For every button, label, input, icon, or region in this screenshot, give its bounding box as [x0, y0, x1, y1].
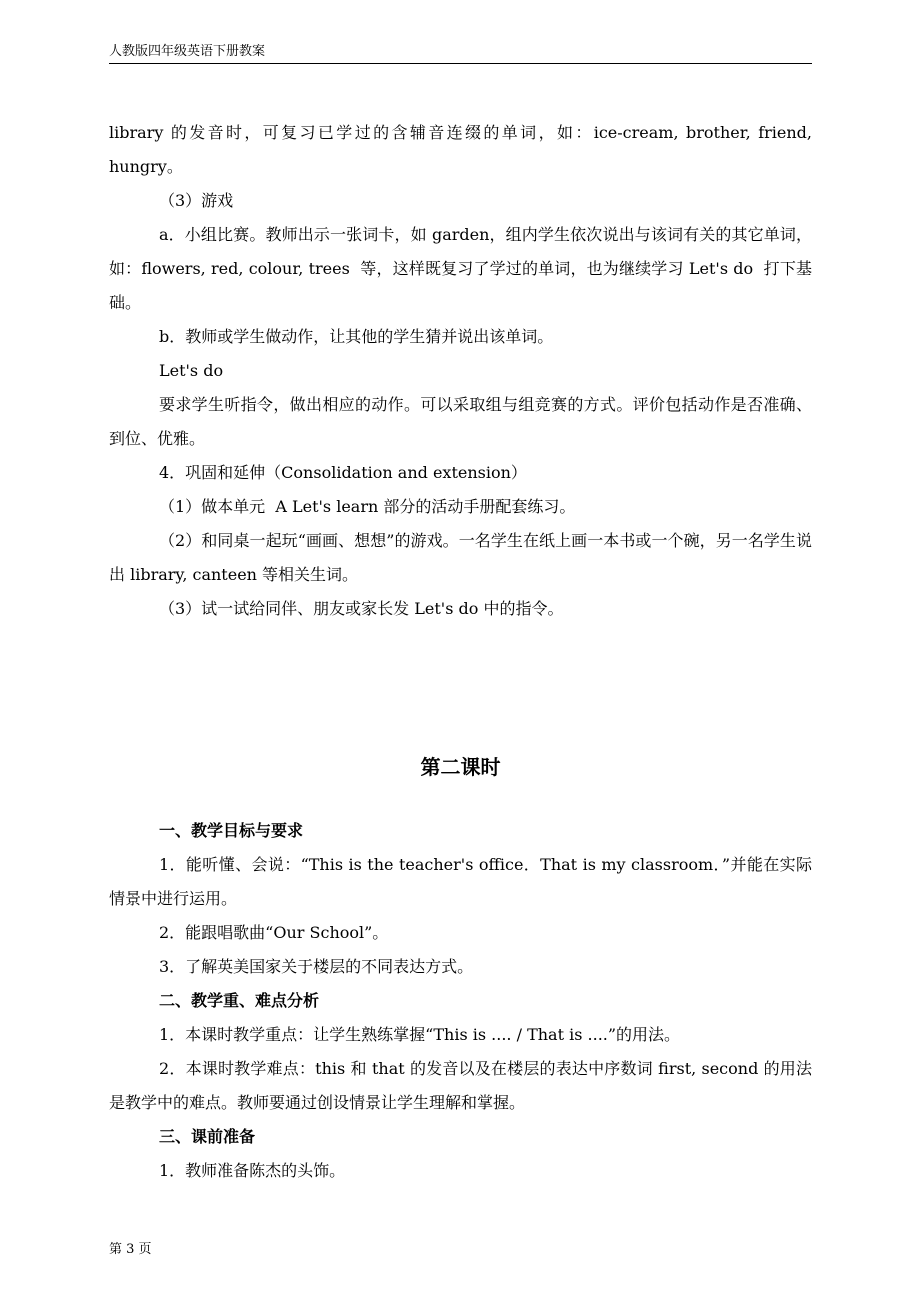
section-heading-key-points: 二、教学重、难点分析 [159, 991, 320, 1010]
objective-item-1: 1．能听懂、会说：“This is the teacher's office．That is my classroom．”并能在实际情景中进行运用。 [109, 855, 812, 908]
paragraph-consolidation: 4．巩固和延伸（Consolidation and extension） [159, 463, 527, 482]
lesson-title: 第二课时 [420, 755, 501, 779]
section-heading-preparation: 三、课前准备 [159, 1127, 256, 1146]
objective-item-3: 3．了解英美国家关于楼层的不同表达方式。 [159, 957, 474, 976]
paragraph-give-instructions: （3）试一试给同伴、朋友或家长发 Let's do 中的指令。 [159, 599, 564, 618]
paragraph-activity-book: （1）做本单元 A Let's learn 部分的活动手册配套练习。 [159, 497, 576, 516]
header-title: 人教版四年级英语下册教案 [109, 44, 266, 59]
preparation-item-1: 1．教师准备陈杰的头饰。 [159, 1161, 346, 1180]
paragraph-library-pronunciation: library 的发音时，可复习已学过的含辅音连缀的单词，如：ice-cream, brother, friend, hungry。 [109, 123, 818, 176]
paragraph-listen-instructions: 要求学生听指令，做出相应的动作。可以采取组与组竞赛的方式。评价包括动作是否准确、到位、优雅。 [109, 395, 812, 448]
section-heading-objectives: 一、教学目标与要求 [159, 821, 304, 840]
page-header [109, 42, 812, 64]
paragraph-group-contest: a．小组比赛。教师出示一张词卡，如 garden，组内学生依次说出与该词有关的其它单词，如：flowers, red, colour, trees 等，这样既复习了学过的单词，也为继续学习 Let's do 打下基础。 [109, 225, 812, 312]
paragraph-game-heading: （3）游戏 [159, 191, 234, 210]
key-point-item-2: 2．本课时教学难点：this 和 that 的发音以及在楼层的表达中序数词 first, second 的用法是教学中的难点。教师要通过创设情景让学生理解和掌握。 [109, 1059, 812, 1112]
paragraph-lets-do: Let's do [159, 361, 224, 380]
key-point-item-1: 1．本课时教学重点：让学生熟练掌握“This is .... / That is ....”的用法。 [159, 1025, 681, 1044]
objective-item-2: 2．能跟唱歌曲“Our School”。 [159, 923, 389, 942]
page-number: 第 3 页 [109, 1242, 152, 1257]
paragraph-action-guess: b．教师或学生做动作，让其他的学生猜并说出该单词。 [159, 327, 554, 346]
document-body [109, 116, 818, 1188]
paragraph-draw-guess-game: （2）和同桌一起玩“画画、想想”的游戏。一名学生在纸上画一本书或一个碗，另一名学生说出 library, canteen 等相关生词。 [109, 531, 812, 584]
